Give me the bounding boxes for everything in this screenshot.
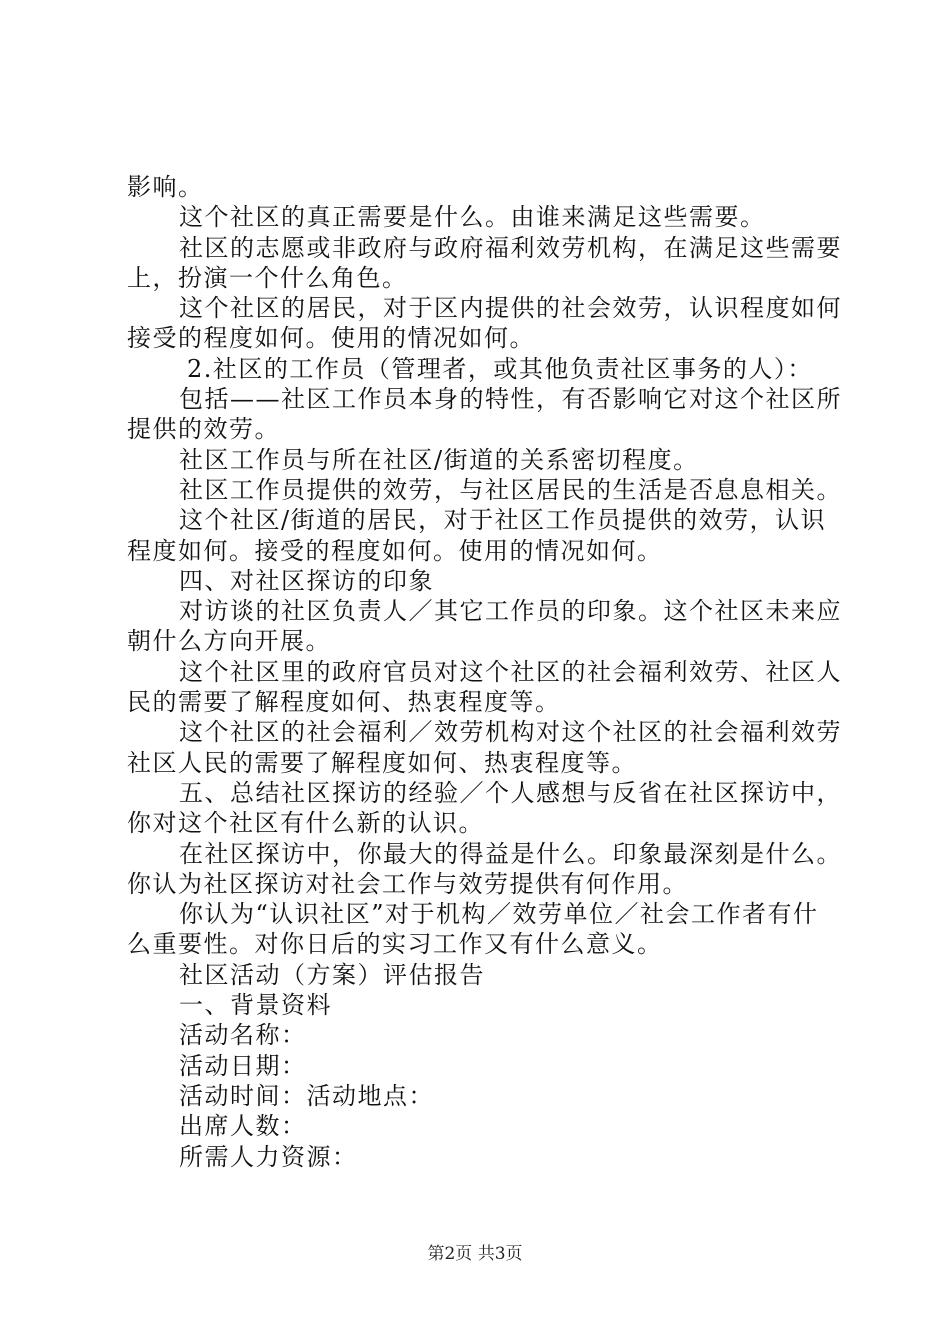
form-field-label: 所需人力资源：	[179, 1142, 358, 1171]
text-line: 社区人民的需要了解程度如何、热衷程度等。	[127, 748, 637, 777]
text-line: 么重要性。对你日后的实习工作又有什么意义。	[127, 930, 663, 959]
report-title: 社区活动（方案）评估报告	[179, 960, 485, 989]
form-field-label: 活动日期：	[179, 1051, 307, 1080]
text-line: 你认为“认识社区”对于机构／效劳单位／社会工作者有什	[179, 900, 819, 929]
text-line: 上，扮演一个什么角色。	[127, 263, 408, 292]
form-field-label: 活动名称：	[179, 1021, 307, 1050]
form-field-label: 出席人数：	[179, 1112, 307, 1141]
text-line: 这个社区的真正需要是什么。由谁来满足这些需要。	[179, 203, 766, 232]
section-heading: 2.社区的工作员（管理者，或其他负责社区事务的人）：	[187, 354, 813, 383]
text-line: 这个社区里的政府官员对这个社区的社会福利效劳、社区人	[179, 657, 842, 686]
text-line: 这个社区的社会福利／效劳机构对这个社区的社会福利效劳	[179, 718, 842, 747]
text-line: 社区工作员提供的效劳，与社区居民的生活是否息息相关。	[179, 475, 842, 504]
text-line: 接受的程度如何。使用的情况如何。	[127, 324, 535, 353]
text-line: 提供的效劳。	[127, 415, 280, 444]
section-heading: 四、对社区探访的印象	[179, 566, 434, 595]
text-line: 包括——社区工作员本身的特性，有否影响它对这个社区所	[179, 385, 842, 414]
text-line: 你对这个社区有什么新的认识。	[127, 809, 484, 838]
text-line: 你认为社区探访对社会工作与效劳提供有何作用。	[127, 869, 688, 898]
text-line: 这个社区的居民，对于区内提供的社会效劳，认识程度如何	[179, 294, 842, 323]
section-heading: 一、背景资料	[179, 991, 332, 1020]
text-line: 民的需要了解程度如何、热衷程度等。	[127, 688, 561, 717]
text-line: 朝什么方向开展。	[127, 627, 331, 656]
page-number-footer: 第2页 共3页	[427, 1244, 523, 1264]
document-body	[127, 172, 842, 1172]
text-line: 这个社区/街道的居民，对于社区工作员提供的效劳，认识	[179, 506, 827, 535]
text-line: 社区的志愿或非政府与政府福利效劳机构，在满足这些需要	[179, 233, 842, 262]
text-line: 对访谈的社区负责人／其它工作员的印象。这个社区未来应	[179, 597, 842, 626]
text-line: 程度如何。接受的程度如何。使用的情况如何。	[127, 536, 663, 565]
form-field-label: 活动时间：活动地点：	[179, 1081, 434, 1110]
text-line: 影响。	[127, 173, 204, 201]
text-line: 在社区探访中，你最大的得益是什么。印象最深刻是什么。	[179, 839, 842, 868]
text-line: 社区工作员与所在社区/街道的关系密切程度。	[179, 445, 699, 474]
section-heading: 五、总结社区探访的经验／个人感想与反省在社区探访中，	[179, 778, 842, 807]
